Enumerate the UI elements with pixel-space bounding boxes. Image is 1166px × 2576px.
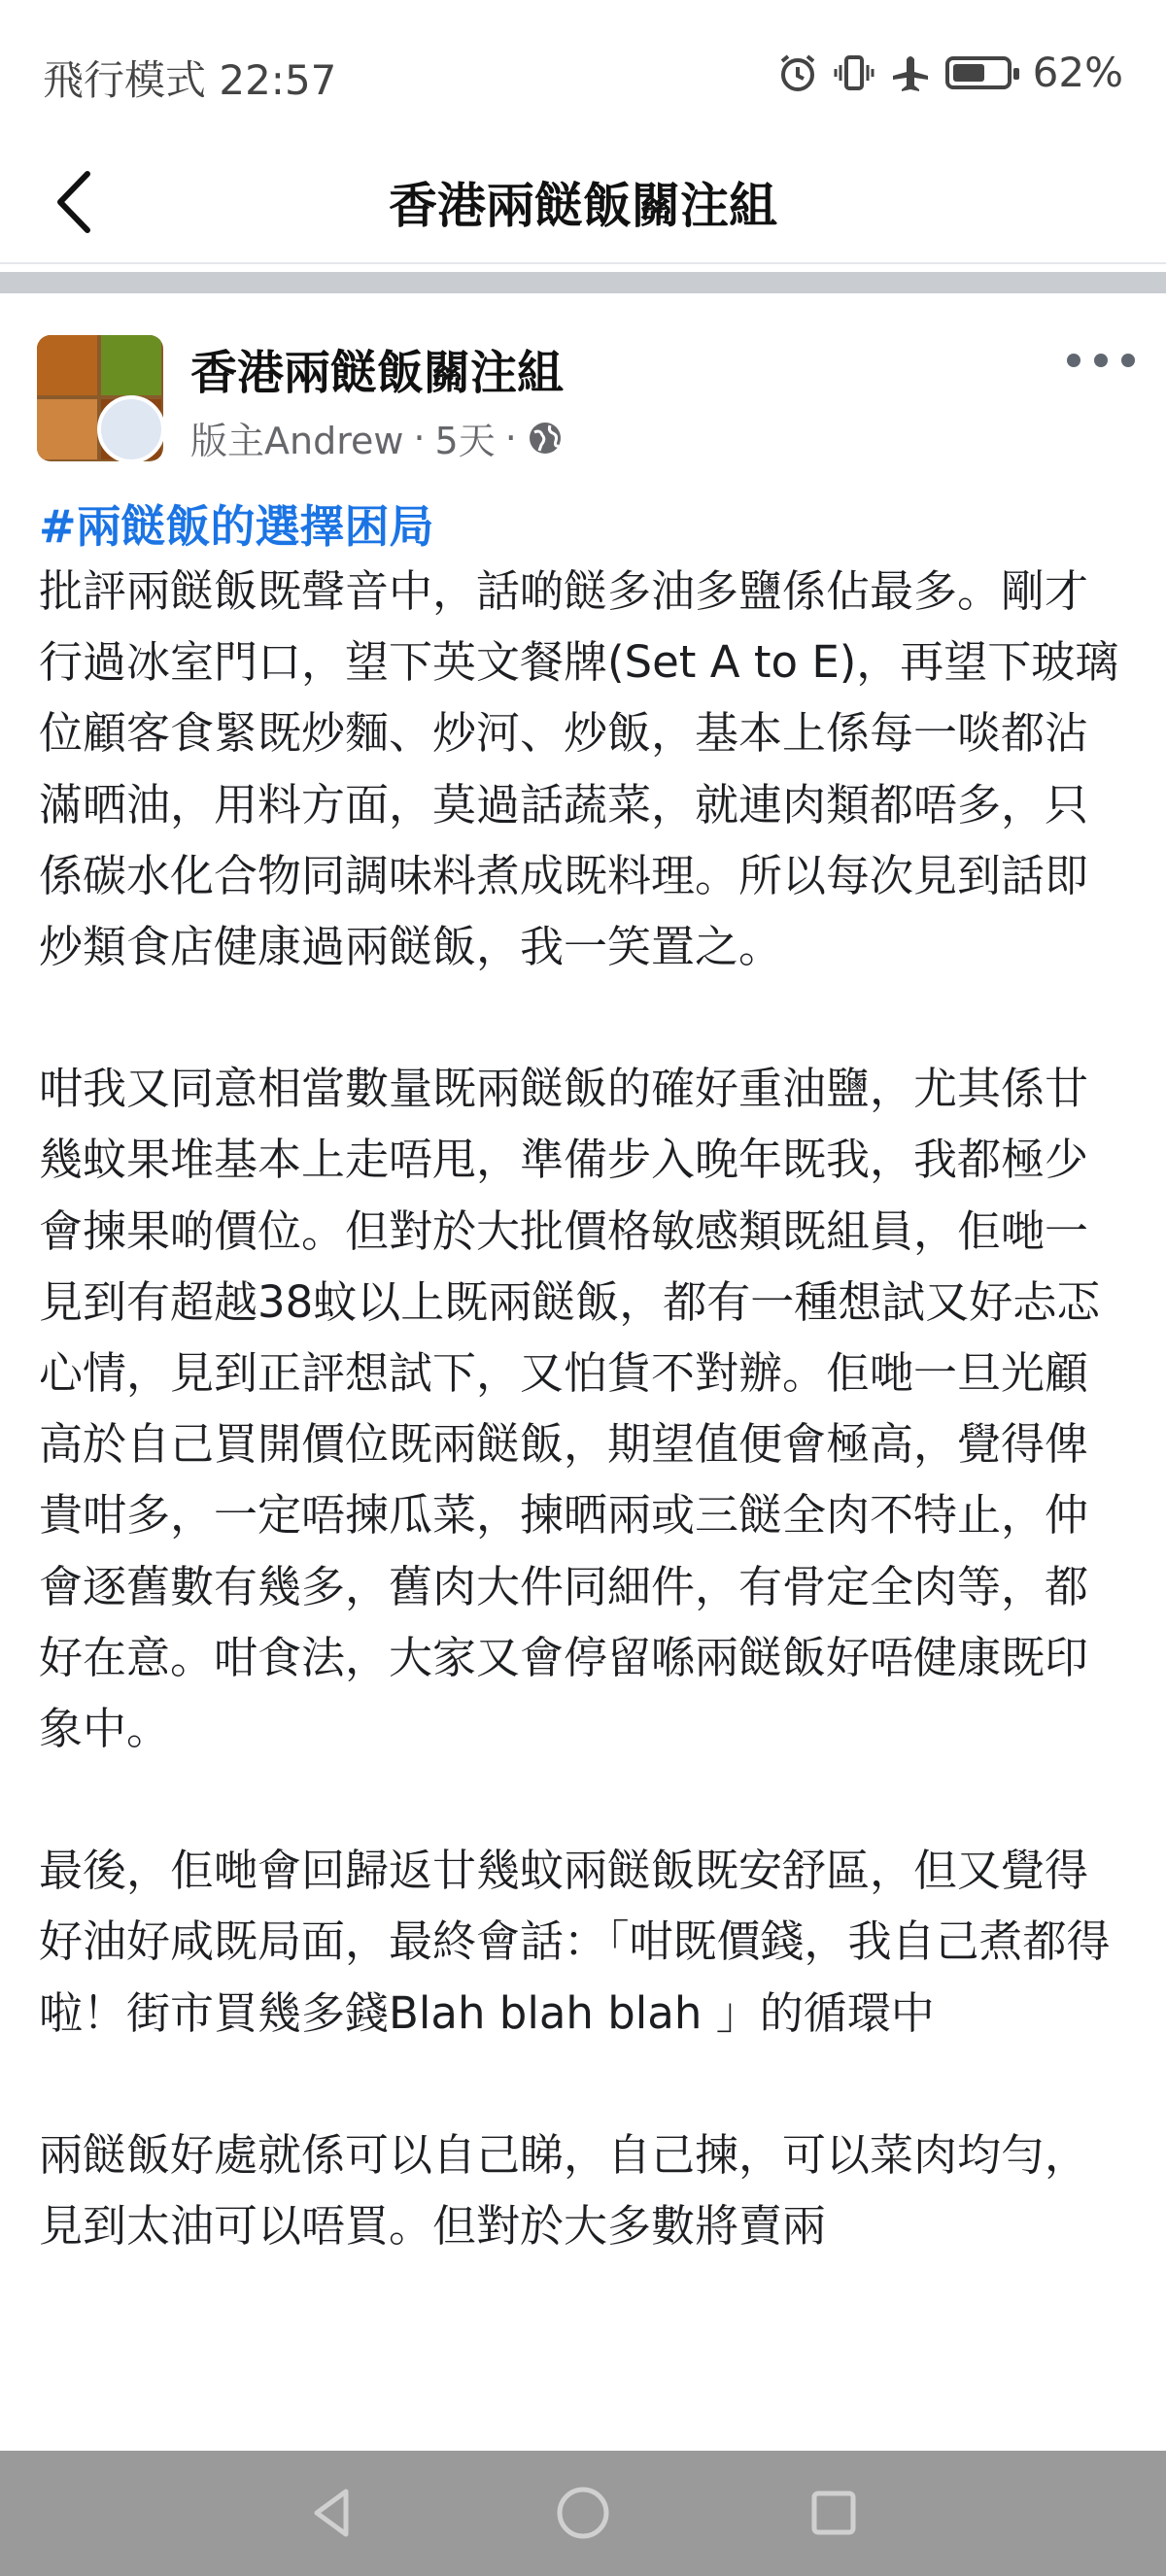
post-time[interactable]: 5天 [434,420,496,462]
nav-recents-icon[interactable] [803,2482,865,2544]
post-meta [190,411,564,464]
post-paragraph: 咁我又同意相當數量既兩餸飯的確好重油鹽，尤其係廿幾蚊果堆基本上走唔甩，準備步入晚年既我，我都極少會揀果啲價位。但對於大批價格敏感類既組員，佢哋一見到有超越38蚊以上既兩餸飯，都有一種想試又好忐忑心情，見到正評想試下，又怕貨不對辦。佢哋一旦光顧高於自己買開價位既兩餸飯，期望值便會極高，覺得俾貴咁多，一定唔揀瓜菜，揀晒兩或三餸全肉不特止，仲會逐舊數有幾多，舊肉大件同細件，有骨定全肉等，都好在意。咁食法，大家又會停留喺兩餸飯好唔健康既印象中。 [39,1063,1101,1755]
more-dot-icon [1121,354,1135,367]
group-name-link[interactable]: 香港兩餸飯關注組 [190,346,565,400]
globe-icon [527,420,564,457]
status-bar [0,0,1166,146]
vibrate-icon [833,51,875,94]
admin-avatar[interactable] [97,395,163,461]
airplane-icon [889,51,932,94]
group-avatar[interactable] [37,335,163,461]
meta-separator: · [504,416,517,459]
battery-icon [945,56,1012,89]
alarm-icon [776,51,819,94]
post-body [39,497,1127,2261]
hashtag-link[interactable]: #兩餸飯的選擇困局 [39,500,434,553]
post-paragraph: 最後，佢哋會回歸返廿幾蚊兩餸飯既安舒區，但又覺得好油好咸既局面，最終會話：「咁既價錢，我自己煮都得啦！街市買幾多錢Blah blah blah 」的循環中 [39,1845,1111,2039]
page-title: 香港兩餸飯關注組 [389,178,777,234]
post-paragraph: 兩餸飯好處就係可以自己睇，自己揀，可以菜肉均勻，見到太油可以唔買。但對於大多數將賣兩 [39,2128,1089,2253]
more-options-button[interactable] [1067,341,1135,380]
status-icons [776,49,1123,96]
nav-home-icon[interactable] [552,2482,614,2544]
status-time: 飛行模式 22:57 [43,56,337,104]
more-dot-icon [1067,354,1080,367]
nav-back-icon[interactable] [301,2482,363,2544]
system-nav-bar [0,2451,1166,2576]
app-header [0,146,1166,264]
meta-separator: · [413,416,426,459]
author-name[interactable]: 版主Andrew [190,420,404,462]
post-paragraph: 批評兩餸飯既聲音中，話啲餸多油多鹽係佔最多。剛才行過冰室門口，望下英文餐牌(Set A to E)，再望下玻璃位顧客食緊既炒麵、炒河、炒飯，基本上係每一啖都沾滿晒油，用料方面，莫過話蔬菜，就連肉類都唔多，只係碳水化合物同調味料煮成既料理。所以每次見到話即炒類食店健康過兩餸飯，我一笑置之。 [39,565,1119,973]
more-dot-icon [1094,354,1108,367]
battery-percentage: 62% [1032,49,1123,96]
section-divider [0,272,1166,293]
post-header [37,335,1135,461]
